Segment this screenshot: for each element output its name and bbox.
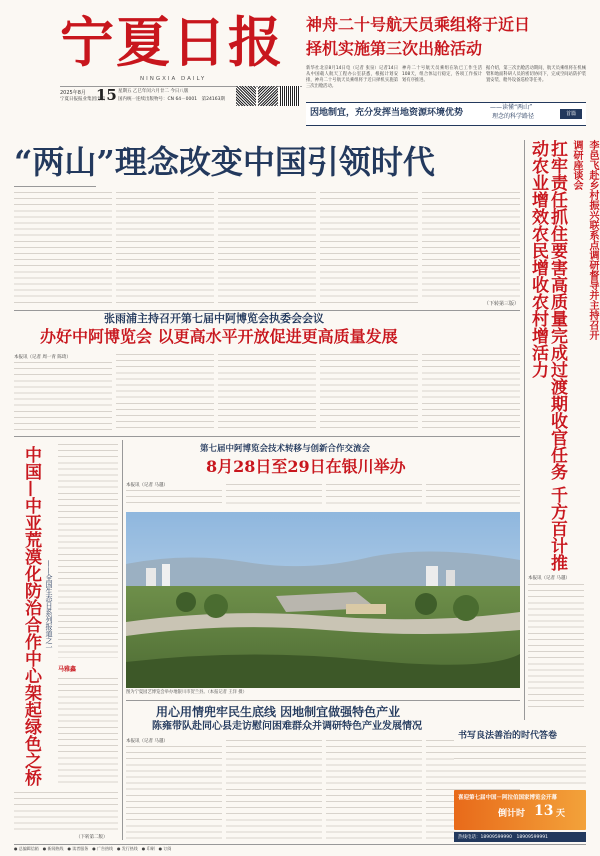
- photo-caption: 图为宁夏园艺博览会举办地银川市贺兰县。（本报记者 王洋 摄）: [126, 690, 247, 695]
- story4-col1: [126, 744, 222, 840]
- ad-line-1: 喜迎第七届中国－阿拉伯国家博览会开幕: [458, 795, 558, 801]
- ad-unit: 天: [556, 809, 566, 819]
- story2-byline: 本报讯（记者 周一青 陈琦）: [14, 355, 71, 360]
- story2-col3: [218, 352, 316, 432]
- divider: [14, 844, 586, 845]
- story2-col1: [14, 360, 112, 432]
- editorial-body: [454, 744, 586, 788]
- qr-code-icon: [236, 86, 256, 106]
- masthead-day: 15: [96, 86, 117, 104]
- column-divider: [524, 140, 525, 720]
- lead-story-col4: [320, 190, 418, 306]
- story4-headline-2: 陈雍带队赴同心县走访慰问困难群众并调研特色产业发展情况: [152, 721, 422, 732]
- news-photo: [126, 512, 520, 688]
- divider: [126, 700, 520, 701]
- left-story-signoff: （下转第二版）: [76, 835, 108, 840]
- qr-code-icon: [258, 86, 278, 106]
- story3-headline: 8月28日至29日在银川举办: [206, 457, 406, 476]
- top-story-headline-1: 神舟二十号航天员乘组将于近日: [306, 15, 531, 34]
- column-divider: [122, 440, 123, 840]
- story2-col5: [422, 352, 520, 432]
- left-story-headline: 中国—中亚荒漠化防治合作中心架起绿色之桥: [21, 446, 41, 786]
- right-story-body: [528, 582, 584, 710]
- story3-col4: [426, 482, 520, 508]
- footer-items: ● 总编辑信箱 ● 新闻热线 ● 读者服务 ● 广告热线 ● 发行热线 ● 印刷 ● 订阅: [14, 846, 172, 851]
- lead-story-col2: [116, 190, 214, 306]
- top-story-lead: 新华社北京8月14日电（记者 张泉）记者14日从中国载人航天工程办公室获悉，根据计划安排，神舟二十号航天员乘组将于近日择机实施第三次出舱活动。: [306, 66, 398, 90]
- story2-kicker: 张雨浦主持召开第七届中阿博览会执委会会议: [104, 312, 324, 325]
- left-story-body-2: [58, 676, 118, 786]
- left-story-body-3: [14, 790, 118, 834]
- lead-story-headline: “两山”理念改变中国引领时代: [14, 143, 435, 181]
- ad-line-2: 倒计时: [498, 809, 526, 819]
- hotline-text: 热线电话：18909599990 18909599991: [458, 835, 548, 840]
- story2-headline: 办好中阿博览会 以更高水平开放促进更高质量发展: [40, 327, 398, 346]
- masthead-date: 2025年8月: [60, 90, 86, 96]
- lead-story-col3: [218, 190, 316, 306]
- masthead-weekday: 星期五 乙巳年闰六月廿二 今日八版: [118, 89, 189, 94]
- kicker-left: 因地制宜，充分发挥当地资源环境优势: [310, 108, 464, 118]
- masthead-issue: 国内统一连续出版物号：CN 64－0001 第24163期: [118, 97, 225, 102]
- left-story-sub: ——全国生态日系列报道之一: [45, 560, 53, 651]
- right-story-byline: 本报讯（记者 马越）: [528, 576, 570, 581]
- story2-col4: [320, 352, 418, 432]
- story4-col3: [326, 738, 422, 840]
- editorial-headline: 书写良法善治的时代答卷: [454, 728, 561, 744]
- lead-story-signoff: （下转第三版）: [484, 301, 520, 307]
- right-story-kicker: 李邑飞赴乡村振兴联系点调研督导并主持召开调研座谈会: [571, 140, 598, 340]
- top-story-col3: 据介绍，第三次出舱活动期间，航天员乘组将在机械臂和地面科研人员的密切协同下，完成空间站防护装置安装、舱外设备巡检等任务。: [486, 66, 586, 84]
- lead-story-col1: [14, 190, 112, 306]
- left-story-author: 马雅鑫: [58, 666, 77, 673]
- story3-col2: [226, 482, 322, 508]
- story3-col3: [326, 482, 422, 508]
- kicker-badge: 首篇: [560, 109, 582, 119]
- masthead-title: 宁夏日报: [60, 10, 284, 74]
- story3-kicker: 第七届中阿博览会技术转移与创新合作交流会: [200, 444, 371, 454]
- lead-story-col5: [422, 190, 520, 300]
- left-story-body-1: [58, 442, 118, 658]
- divider: [14, 436, 520, 437]
- story2-col2: [116, 352, 214, 432]
- story3-col1: [126, 488, 222, 508]
- top-story-headline-2: 择机实施第三次出舱活动: [306, 39, 483, 58]
- right-story-headline: 扛牢责任抓住要害高质量完成过渡期收官任务 千方百计推动农业增效农民增收农村增活力: [528, 140, 567, 571]
- divider: [14, 186, 96, 187]
- masthead-pinyin: NINGXIA DAILY: [140, 76, 207, 82]
- kicker-right-1: ——读懂“两山”: [490, 104, 533, 111]
- story3-byline: 本报讯（记者 马越）: [126, 483, 168, 488]
- ad-days: 13: [534, 803, 554, 819]
- story4-headline-1: 用心用情兜牢民生底线 因地制宜做强特色产业: [156, 705, 401, 719]
- story4-byline: 本报讯（记者 马越）: [126, 739, 168, 744]
- masthead-publisher: 宁夏日报报业集团出版: [60, 97, 105, 102]
- kicker-right-2: 理念的科学路径: [492, 113, 535, 120]
- qr-code-icon: [280, 86, 300, 106]
- top-story-col2: 神舟二十号航天员乘组在轨已工作生活108天，组合体运行稳定，各项工作按计划有序推进。: [402, 66, 482, 84]
- story4-col2: [226, 738, 322, 840]
